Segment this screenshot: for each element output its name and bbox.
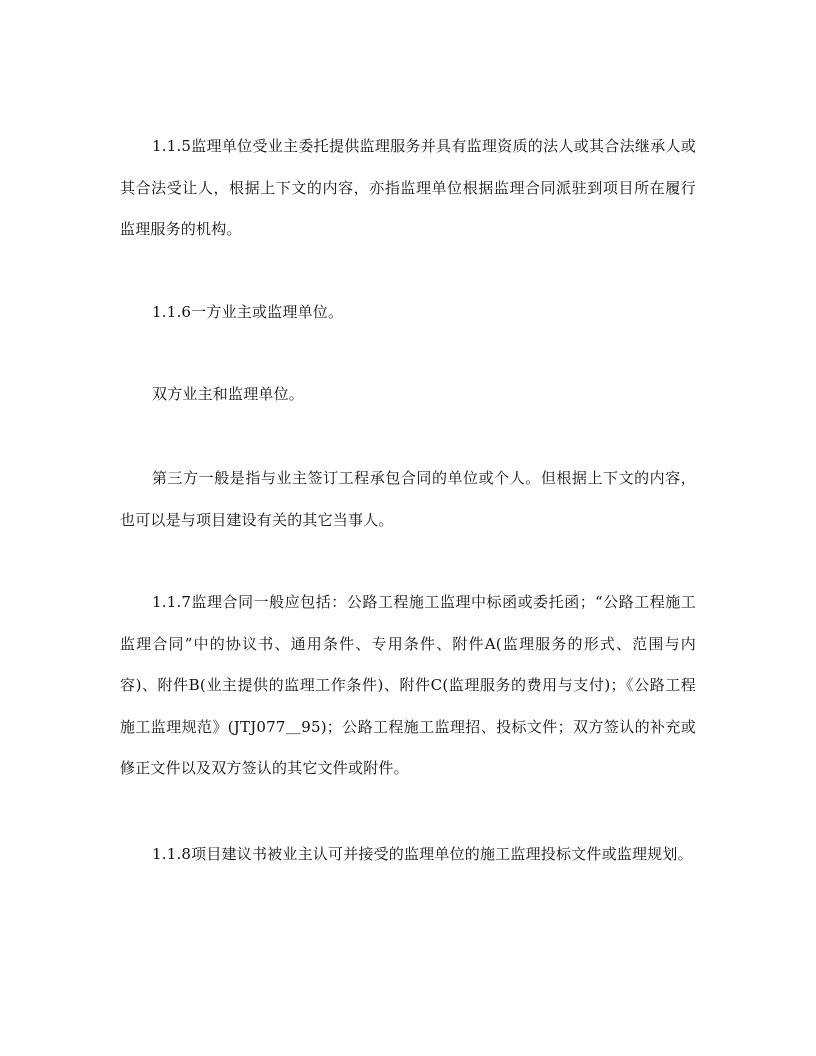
paragraph-third-party: 第三方一般是指与业主签订工程承包合同的单位或个人。但根据上下文的内容，也可以是与项目建设有关的其它当事人。 — [120, 469, 696, 529]
paragraph-1-1-8: 1.1.8项目建议书被业主认可并接受的监理单位的施工监理投标文件或监理规划。 — [152, 845, 693, 863]
paragraph-1-1-5: 1.1.5监理单位受业主委托提供监理服务并具有监理资质的法人或其合法继承人或其合法受让人，根据上下文的内容，亦指监理单位根据监理合同派驻到项目所在履行监理服务的机构。 — [120, 137, 696, 238]
paragraph-1-1-6: 1.1.6一方业主或监理单位。 — [152, 303, 344, 321]
paragraph-1-1-7: 1.1.7监理合同一般应包括：公路工程施工监理中标函或委托函；“公路工程施工监理合同”中的协议书、通用条件、专用条件、附件A(监理服务的形式、范围与内容)、附件B(业主提供的监理工作条件)、附件C(监理服务的费用与支付)；《公路工程施工监理规范》(JTJ077＿95)；公路工程施工监理招、投标文件；双方签认的补充或修正文件以及双方签认的其它文件或附件。 — [120, 593, 696, 777]
paragraph-both-parties: 双方业主和监理单位。 — [152, 385, 305, 403]
